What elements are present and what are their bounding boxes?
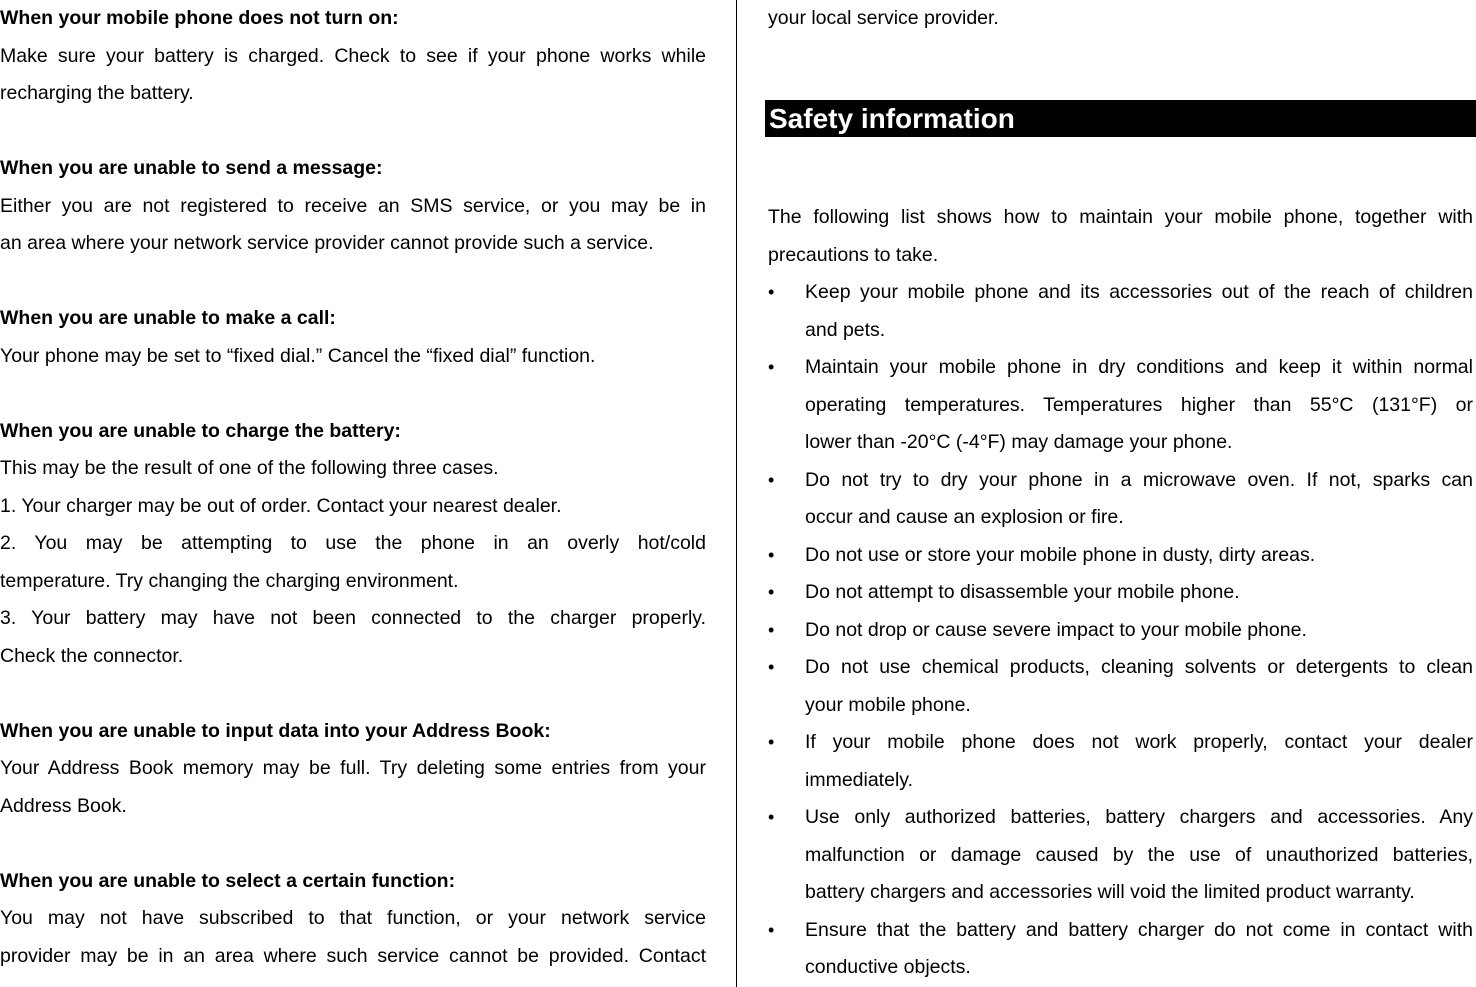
bullet-dot-icon: •	[768, 619, 775, 640]
intro-line: The following list shows how to maintain your mobile phone, together with	[768, 206, 1473, 228]
intro-line: precautions to take.	[768, 243, 939, 266]
bullet-line: operating temperatures. Temperatures higher than 55°C (131°F) or	[805, 393, 1473, 416]
right-column-top	[768, 0, 1473, 38]
column-divider	[736, 0, 737, 987]
bullet-line: your mobile phone.	[805, 693, 971, 716]
bullet-line: immediately.	[805, 768, 914, 791]
section-heading-unable-input-address-book: When you are unable to input data into your Address Book:	[0, 719, 551, 742]
bullet-dot-icon: •	[768, 657, 775, 677]
bullet-dot-icon: •	[768, 357, 775, 377]
bullet-line: lower than -20°C (-4°F) may damage your phone.	[805, 431, 1233, 453]
safety-information-body	[768, 199, 1473, 987]
bullet-line: and pets.	[805, 318, 886, 341]
continuation-line: your local service provider.	[768, 7, 999, 29]
bullet-line: Use only authorized batteries, battery chargers and accessories. Any	[805, 806, 1473, 828]
bullet-dot-icon: •	[768, 807, 775, 827]
paragraph-line: This may be the result of one of the following three cases.	[0, 457, 499, 479]
section-heading-unable-send-message: When you are unable to send a message:	[0, 157, 383, 179]
bullet-line: Do not use or store your mobile phone in dusty, dirty areas.	[805, 543, 1316, 566]
bullet-line: Do not attempt to disassemble your mobile phone.	[805, 581, 1240, 603]
bullet-dot-icon: •	[768, 282, 775, 302]
section-heading-unable-select-function: When you are unable to select a certain function:	[0, 869, 456, 892]
section-heading-unable-make-call: When you are unable to make a call:	[0, 307, 336, 329]
safety-bullet-item	[768, 799, 1473, 912]
paragraph-line: temperature. Try changing the charging environment.	[0, 569, 459, 592]
paragraph-line: 1. Your charger may be out of order. Contact your nearest dealer.	[0, 494, 562, 517]
bullet-dot-icon: •	[768, 732, 775, 752]
safety-bullet-list	[768, 274, 1473, 987]
safety-bullet-item	[768, 574, 1473, 612]
safety-bullet-item	[768, 649, 1473, 724]
safety-bullet-item	[768, 274, 1473, 349]
bullet-dot-icon: •	[768, 582, 775, 602]
bullet-dot-icon: •	[768, 544, 775, 565]
bullet-line: malfunction or damage caused by the use of unauthorized batteries,	[805, 843, 1473, 866]
paragraph-line: Check the connector.	[0, 644, 184, 667]
paragraph-line: You may not have subscribed to that function, or your network service	[0, 907, 706, 929]
paragraph-line: recharging the battery.	[0, 82, 194, 104]
paragraph-line: provider may be in an area where such service cannot be provided. Contact	[0, 944, 706, 967]
paragraph-line: Either you are not registered to receive an SMS service, or you may be in	[0, 194, 706, 217]
paragraph-line: Your phone may be set to “fixed dial.” Cancel the “fixed dial” function.	[0, 344, 596, 367]
bullet-line: Maintain your mobile phone in dry conditions and keep it within normal	[805, 356, 1473, 378]
paragraph-line: 2. You may be attempting to use the phone in an overly hot/cold	[0, 532, 706, 554]
safety-bullet-item	[768, 912, 1473, 987]
section-heading-phone-not-turn-on: When your mobile phone does not turn on:	[0, 7, 399, 29]
paragraph-line: Address Book.	[0, 794, 127, 817]
bullet-line: occur and cause an explosion or fire.	[805, 506, 1124, 528]
bullet-dot-icon: •	[768, 919, 775, 940]
bullet-line: If your mobile phone does not work properly, contact your dealer	[805, 731, 1473, 753]
bullet-line: Ensure that the battery and battery charger do not come in contact with	[805, 918, 1473, 941]
safety-bullet-item	[768, 349, 1473, 462]
safety-bullet-item	[768, 612, 1473, 650]
paragraph-line: an area where your network service provider cannot provide such a service.	[0, 232, 654, 254]
bullet-dot-icon: •	[768, 469, 775, 490]
safety-information-heading: Safety information	[765, 100, 1476, 137]
safety-bullet-item	[768, 462, 1473, 537]
paragraph-line: Your Address Book memory may be full. Try deleting some entries from your	[0, 757, 706, 779]
bullet-line: Keep your mobile phone and its accessories out of the reach of children	[805, 281, 1473, 303]
section-heading-unable-charge-battery: When you are unable to charge the battery:	[0, 419, 401, 442]
bullet-line: battery chargers and accessories will void the limited product warranty.	[805, 881, 1415, 903]
left-column	[0, 0, 706, 975]
safety-bullet-item	[768, 537, 1473, 575]
paragraph-line: Make sure your battery is charged. Check to see if your phone works while	[0, 44, 706, 67]
safety-bullet-item	[768, 724, 1473, 799]
bullet-line: Do not try to dry your phone in a microwave oven. If not, sparks can	[805, 468, 1473, 491]
bullet-line: Do not drop or cause severe impact to your mobile phone.	[805, 618, 1307, 641]
bullet-line: Do not use chemical products, cleaning solvents or detergents to clean	[805, 656, 1473, 678]
bullet-line: conductive objects.	[805, 956, 971, 978]
paragraph-line: 3. Your battery may have not been connected to the charger properly.	[0, 607, 706, 629]
